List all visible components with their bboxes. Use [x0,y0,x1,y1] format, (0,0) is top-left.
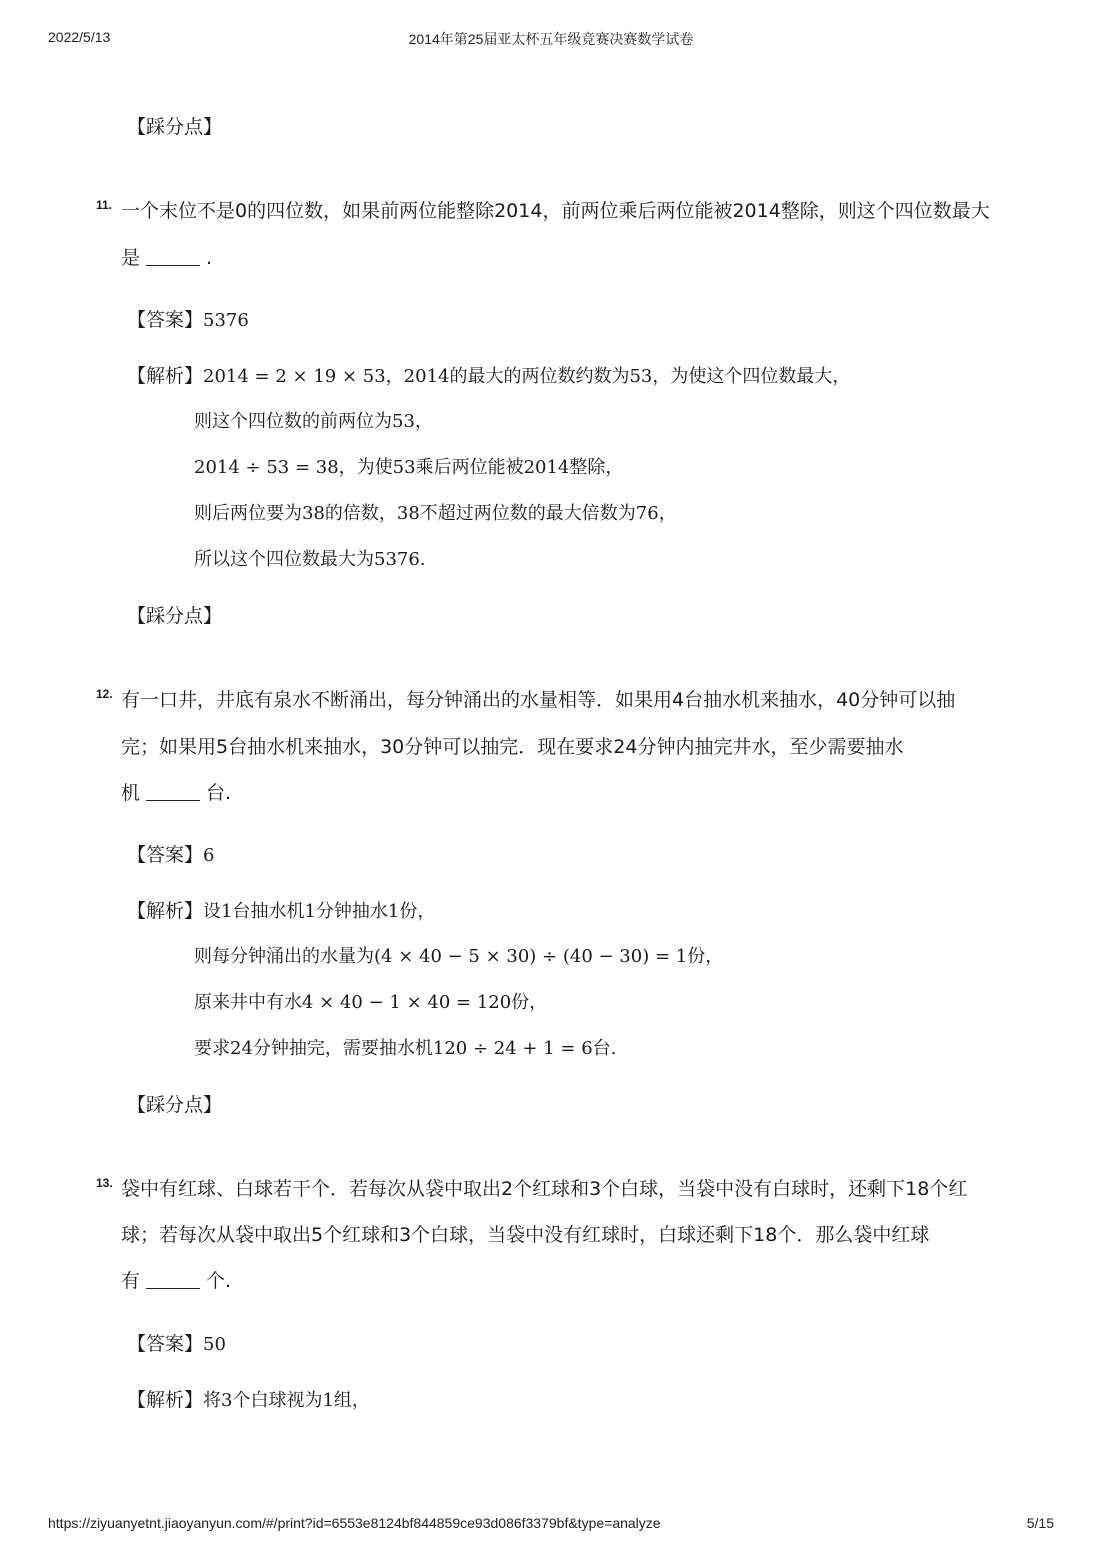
question-text: 有一口井，井底有泉水不断涌出，每分钟涌出的水量相等．如果用4台抽水机来抽水，40分钟可以抽 [121,689,956,711]
analysis-label: 【解析】 [127,900,204,922]
question-text-part: 机 [121,782,141,804]
analysis-line: 2014 ÷ 53 = 38，为使53乘后两位能被2014整除， [194,457,624,478]
answer-label: 【答案】 [127,1333,204,1355]
question-text: 袋中有红球、白球若干个．若每次从袋中取出2个红球和3个白球，当袋中没有白球时，还剩下18个红 [121,1178,968,1200]
question-text-tail [121,244,212,272]
analysis-line: 2014 = 2 × 19 × 53，2014的最大的两位数约数为53，为使这个四位数最大， [203,366,851,387]
document-title: 2014年第25届亚太杯五年级竞赛决赛数学试卷 [408,31,694,47]
page-number: 5/15 [1026,1515,1054,1531]
answer-blank [146,1270,200,1289]
analysis-label: 【解析】 [127,365,204,387]
answer-value: 6 [203,845,215,866]
question-text: 一个末位不是0的四位数，如果前两位能整除2014，前两位乘后两位能被2014整除，则这个四位数最大 [121,200,990,222]
question-text-part: . [206,247,213,269]
analysis-line: 要求24分钟抽完，需要抽水机120 ÷ 24 + 1 = 6台. [194,1038,617,1059]
question-text-tail [121,779,231,807]
analysis-line: 则每分钟涌出的水量为(4 × 40 − 5 × 30) ÷ (40 − 30) = 1份， [194,946,724,967]
question-text: 完；如果用5台抽水机来抽水，30分钟可以抽完．现在要求24分钟内抽完井水，至少需要抽水 [121,736,904,758]
analysis-row [127,362,850,391]
question-number: 12. [96,687,113,701]
analysis-label: 【解析】 [127,1389,204,1411]
analysis-line: 所以这个四位数最大为5376. [194,549,426,570]
answer-value: 50 [203,1334,226,1355]
question-number: 11. [96,198,113,212]
question-text-part: 台. [206,782,232,804]
print-date: 2022/5/13 [48,29,111,45]
score-label: 【踩分点】 [127,116,223,138]
analysis-line: 则这个四位数的前两位为53， [194,411,433,432]
question-number: 13. [96,1176,113,1190]
score-label: 【踩分点】 [127,1094,223,1116]
question-text-tail [121,1267,231,1295]
page-url: https://ziyuanyetnt.jiaoyanyun.com/#/print?id=6553e8124bf844859ce93d086f3379bf&type=analyze [48,1515,661,1531]
analysis-line: 将3个白球视为1组， [203,1390,370,1411]
answer-label: 【答案】 [127,844,204,866]
question-text-part: 个. [206,1270,232,1292]
analysis-line: 设1台抽水机1分钟抽水1份， [203,901,436,922]
answer-value: 5376 [203,310,249,331]
analysis-row [127,1386,370,1415]
analysis-line: 则后两位要为38的倍数，38不超过两位数的最大倍数为76， [194,503,677,524]
answer-row [127,306,249,335]
answer-row [127,1330,226,1359]
answer-blank [146,782,200,801]
analysis-line: 原来井中有水4 × 40 − 1 × 40 = 120份， [194,992,548,1013]
score-label: 【踩分点】 [127,605,223,627]
question-text-part: 是 [121,247,141,269]
answer-label: 【答案】 [127,309,204,331]
question-text-part: 有 [121,1270,141,1292]
answer-row [127,841,214,870]
answer-blank [146,247,200,266]
analysis-row [127,897,435,926]
question-text: 球；若每次从袋中取出5个红球和3个白球，当袋中没有红球时，白球还剩下18个．那么袋中红球 [121,1224,930,1246]
